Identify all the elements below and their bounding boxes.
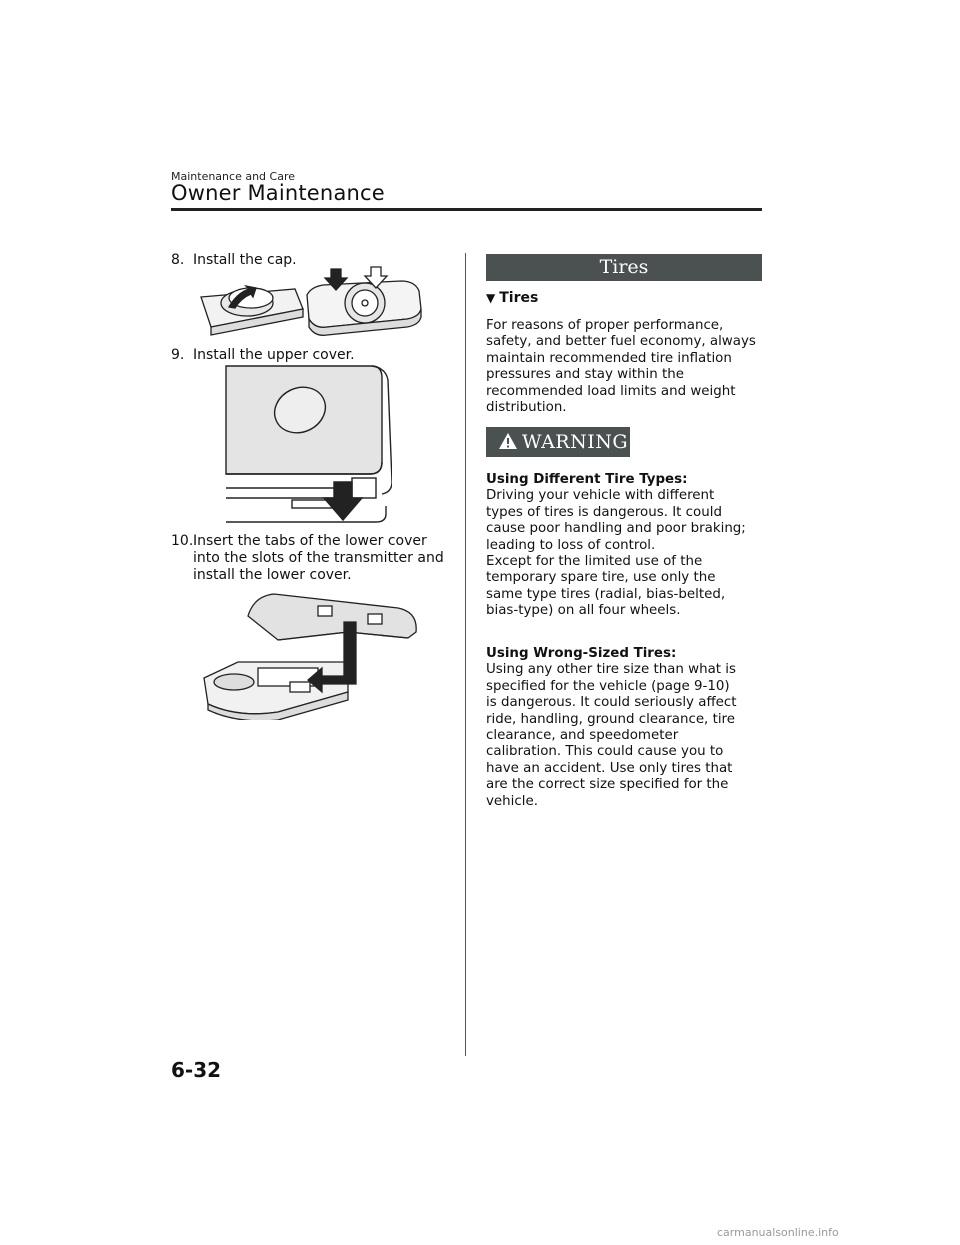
warning-badge xyxy=(486,427,630,457)
warning-label: WARNING xyxy=(522,431,629,453)
chapter-label: Maintenance and Care xyxy=(171,170,295,183)
step-text: Insert the tabs of the lower cover xyxy=(193,533,427,549)
text-line: distribution. xyxy=(486,400,567,416)
step-number: 10. xyxy=(171,533,194,549)
text-line: is dangerous. It could seriously affect xyxy=(486,695,737,711)
install-cap-illustration xyxy=(195,265,445,345)
text-line: For reasons of proper performance, xyxy=(486,318,724,333)
tires-section-heading: Tires xyxy=(486,254,762,281)
watermark: carmanualsonline.info xyxy=(717,1226,839,1239)
warning-title: Using Different Tire Types: xyxy=(486,472,688,487)
text-line: maintain recommended tire inflation xyxy=(486,350,732,366)
text-line: leading to loss of control. xyxy=(486,537,656,553)
triangle-marker-icon: ▼ xyxy=(486,291,496,305)
step-text: Install the cap. xyxy=(193,252,297,268)
step-10 xyxy=(171,533,461,587)
text-line: Using any other tire size than what is xyxy=(486,662,736,678)
text-line: temporary spare tire, use only the xyxy=(486,570,716,586)
text-line: have an accident. Use only tires that xyxy=(486,760,733,776)
text-line: Except for the limited use of the xyxy=(486,554,703,570)
warning-title: Using Wrong-Sized Tires: xyxy=(486,646,677,661)
subheading-label: Tires xyxy=(499,290,539,306)
text-line: vehicle. xyxy=(486,793,538,809)
header-rule xyxy=(171,208,762,211)
text-line: bias-type) on all four wheels. xyxy=(486,603,681,619)
text-line: types of tires is dangerous. It could xyxy=(486,504,722,520)
warning-triangle-icon xyxy=(498,432,518,450)
text-line: safety, and better fuel economy, always xyxy=(486,334,756,350)
step-text: into the slots of the transmitter and xyxy=(193,550,444,566)
text-line: same type tires (radial, bias-belted, xyxy=(486,586,726,602)
text-line: calibration. This could cause you to xyxy=(486,744,724,760)
text-line: cause poor handling and poor braking; xyxy=(486,521,746,537)
step-text: install the lower cover. xyxy=(193,567,352,583)
text-line: pressures and stay within the xyxy=(486,367,684,383)
upper-cover-illustration xyxy=(222,362,392,528)
step-number: 8. xyxy=(171,252,185,268)
text-line: Driving your vehicle with different xyxy=(486,488,715,504)
text-line: ride, handling, ground clearance, tire xyxy=(486,711,735,727)
lower-cover-illustration xyxy=(198,588,438,720)
warning-different-tire-types xyxy=(486,472,766,620)
text-line: are the correct size specified for the xyxy=(486,777,729,793)
section-title: Owner Maintenance xyxy=(171,181,385,205)
page-number: 6-32 xyxy=(171,1058,222,1082)
tires-subheading xyxy=(486,290,538,306)
warning-wrong-sized-tires xyxy=(486,646,766,810)
text-line: clearance, and speedometer xyxy=(486,728,679,744)
tires-intro-paragraph xyxy=(486,318,766,416)
column-divider xyxy=(465,253,466,1056)
text-line: recommended load limits and weight xyxy=(486,383,736,399)
step-number: 9. xyxy=(171,347,185,363)
step-text: Install the upper cover. xyxy=(193,347,355,363)
text-line: specified for the vehicle (page 9-10) xyxy=(486,678,730,694)
